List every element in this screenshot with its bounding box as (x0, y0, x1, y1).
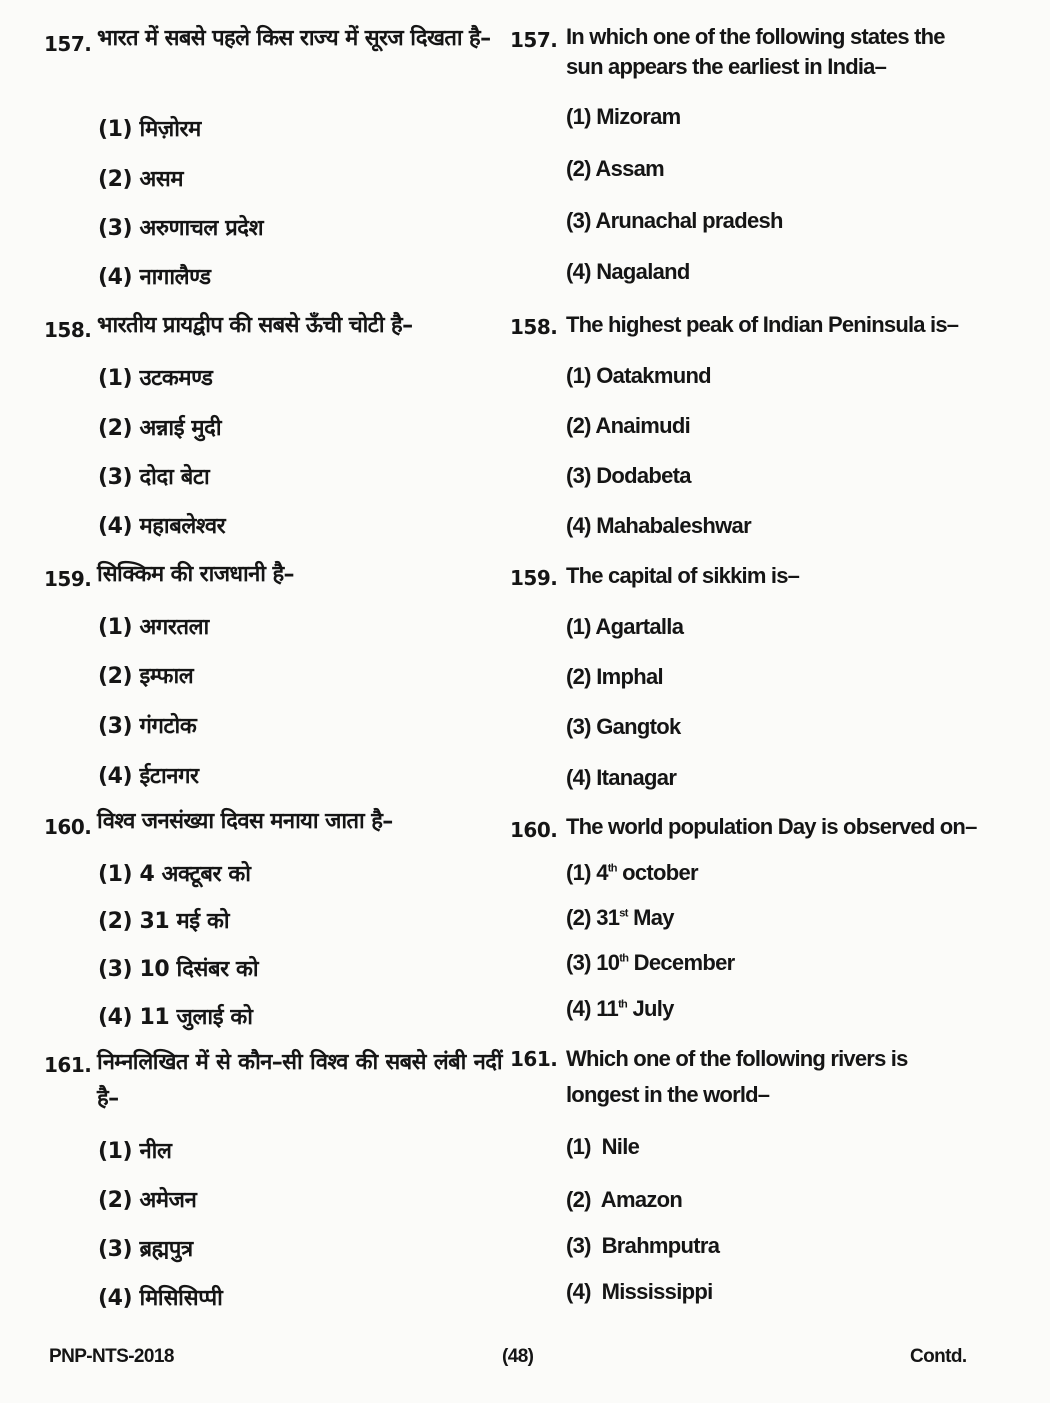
option-english (566, 950, 734, 976)
question-number-hindi: 160. (44, 815, 92, 839)
option-suffix: May (627, 905, 674, 930)
option-suffix: october (616, 860, 698, 885)
option-hindi: (1) 4 अक्टूबर को (98, 862, 251, 887)
option-hindi: (2) अमेजन (98, 1188, 197, 1213)
option-hindi: (3) 10 दिसंबर को (98, 957, 259, 982)
footer-page-number: (48) (502, 1346, 534, 1367)
ordinal-suffix: st (619, 907, 628, 920)
ordinal-suffix: th (618, 998, 628, 1011)
option-english: (3) Gangtok (566, 714, 681, 739)
option-english: (1) Oatakmund (566, 363, 711, 388)
option-hindi: (4) मिसिसिप्पी (98, 1286, 223, 1311)
option-hindi: (4) महाबलेश्वर (98, 514, 226, 539)
ordinal-suffix: th (607, 862, 617, 875)
option-hindi: (1) अगरतला (98, 615, 209, 640)
question-text-hindi: विश्व जनसंख्या दिवस मनाया जाता है– (97, 809, 393, 834)
question-text-hindi: सिक्किम की राजधानी है– (97, 562, 294, 587)
question-text-hindi: भारत में सबसे पहले किस राज्य में सूरज दिखता है– (97, 26, 491, 51)
option-english: (1) Mizoram (566, 104, 681, 129)
option-hindi: (2) असम (98, 167, 184, 192)
option-english (566, 996, 674, 1022)
option-english (566, 860, 698, 886)
question-number-english: 160. (510, 818, 558, 842)
option-prefix: (3) 10 (566, 950, 620, 975)
option-suffix: July (627, 996, 674, 1021)
question-text-english: In which one of the following states the sun appears the earliest in India– (566, 24, 945, 79)
option-hindi: (4) 11 जुलाई को (98, 1005, 253, 1030)
option-english: (4) Mississippi (566, 1279, 713, 1304)
option-hindi: (4) नागालैण्ड (98, 265, 211, 290)
option-hindi: (3) गंगटोक (98, 714, 197, 739)
option-hindi: (2) इम्फाल (98, 664, 194, 689)
question-number-english: 158. (510, 315, 558, 339)
question-number-hindi: 161. (44, 1053, 92, 1077)
option-english: (1) Agartalla (566, 614, 684, 639)
option-prefix: (2) 31 (566, 905, 620, 930)
question-text-english: The world population Day is observed on– (566, 814, 977, 839)
question-number-hindi: 159. (44, 567, 92, 591)
option-prefix: (4) 11 (566, 996, 619, 1021)
option-hindi: (3) अरुणाचल प्रदेश (98, 216, 264, 241)
option-english: (3) Arunachal pradesh (566, 208, 783, 233)
option-english: (4) Mahabaleshwar (566, 513, 751, 538)
option-suffix: December (628, 950, 735, 975)
footer-contd: Contd. (910, 1346, 967, 1367)
ordinal-suffix: th (619, 952, 629, 965)
option-hindi: (2) अन्नाई मुदी (98, 416, 222, 441)
question-number-english: 157. (510, 28, 558, 52)
option-prefix: (1) 4 (566, 860, 608, 885)
option-english: (4) Itanagar (566, 765, 677, 790)
question-text-english: The capital of sikkim is– (566, 563, 800, 588)
question-number-hindi: 158. (44, 318, 92, 342)
option-english: (2) Imphal (566, 664, 663, 689)
option-english: (1) Nile (566, 1134, 640, 1159)
question-text-hindi: निम्नलिखित में से कौन–सी विश्व की सबसे लंबी नदीं है– (97, 1050, 502, 1111)
option-english (566, 905, 674, 931)
option-english: (2) Amazon (566, 1187, 683, 1212)
question-text-english: The highest peak of Indian Peninsula is– (566, 312, 959, 337)
option-hindi: (1) उटकमण्ड (98, 366, 213, 391)
question-number-english: 159. (510, 566, 558, 590)
option-hindi: (1) नील (98, 1139, 172, 1164)
footer-exam-code: PNP-NTS-2018 (49, 1346, 174, 1367)
option-hindi: (4) ईटानगर (98, 764, 199, 789)
option-english: (2) Anaimudi (566, 413, 691, 438)
option-hindi: (1) मिज़ोरम (98, 117, 201, 142)
option-english: (2) Assam (566, 156, 665, 181)
option-hindi: (3) दोदा बेटा (98, 465, 210, 490)
option-hindi: (3) ब्रह्मपुत्र (98, 1237, 193, 1262)
question-number-hindi: 157. (44, 32, 92, 56)
question-number-english: 161. (510, 1047, 558, 1071)
question-text-english: Which one of the following rivers is longest in the world– (566, 1046, 908, 1107)
option-english: (3) Dodabeta (566, 463, 691, 488)
question-text-hindi: भारतीय प्रायद्वीप की सबसे ऊँची चोटी है– (97, 313, 413, 338)
option-hindi: (2) 31 मई को (98, 909, 230, 934)
option-english: (3) Brahmputra (566, 1233, 720, 1258)
option-english: (4) Nagaland (566, 259, 690, 284)
